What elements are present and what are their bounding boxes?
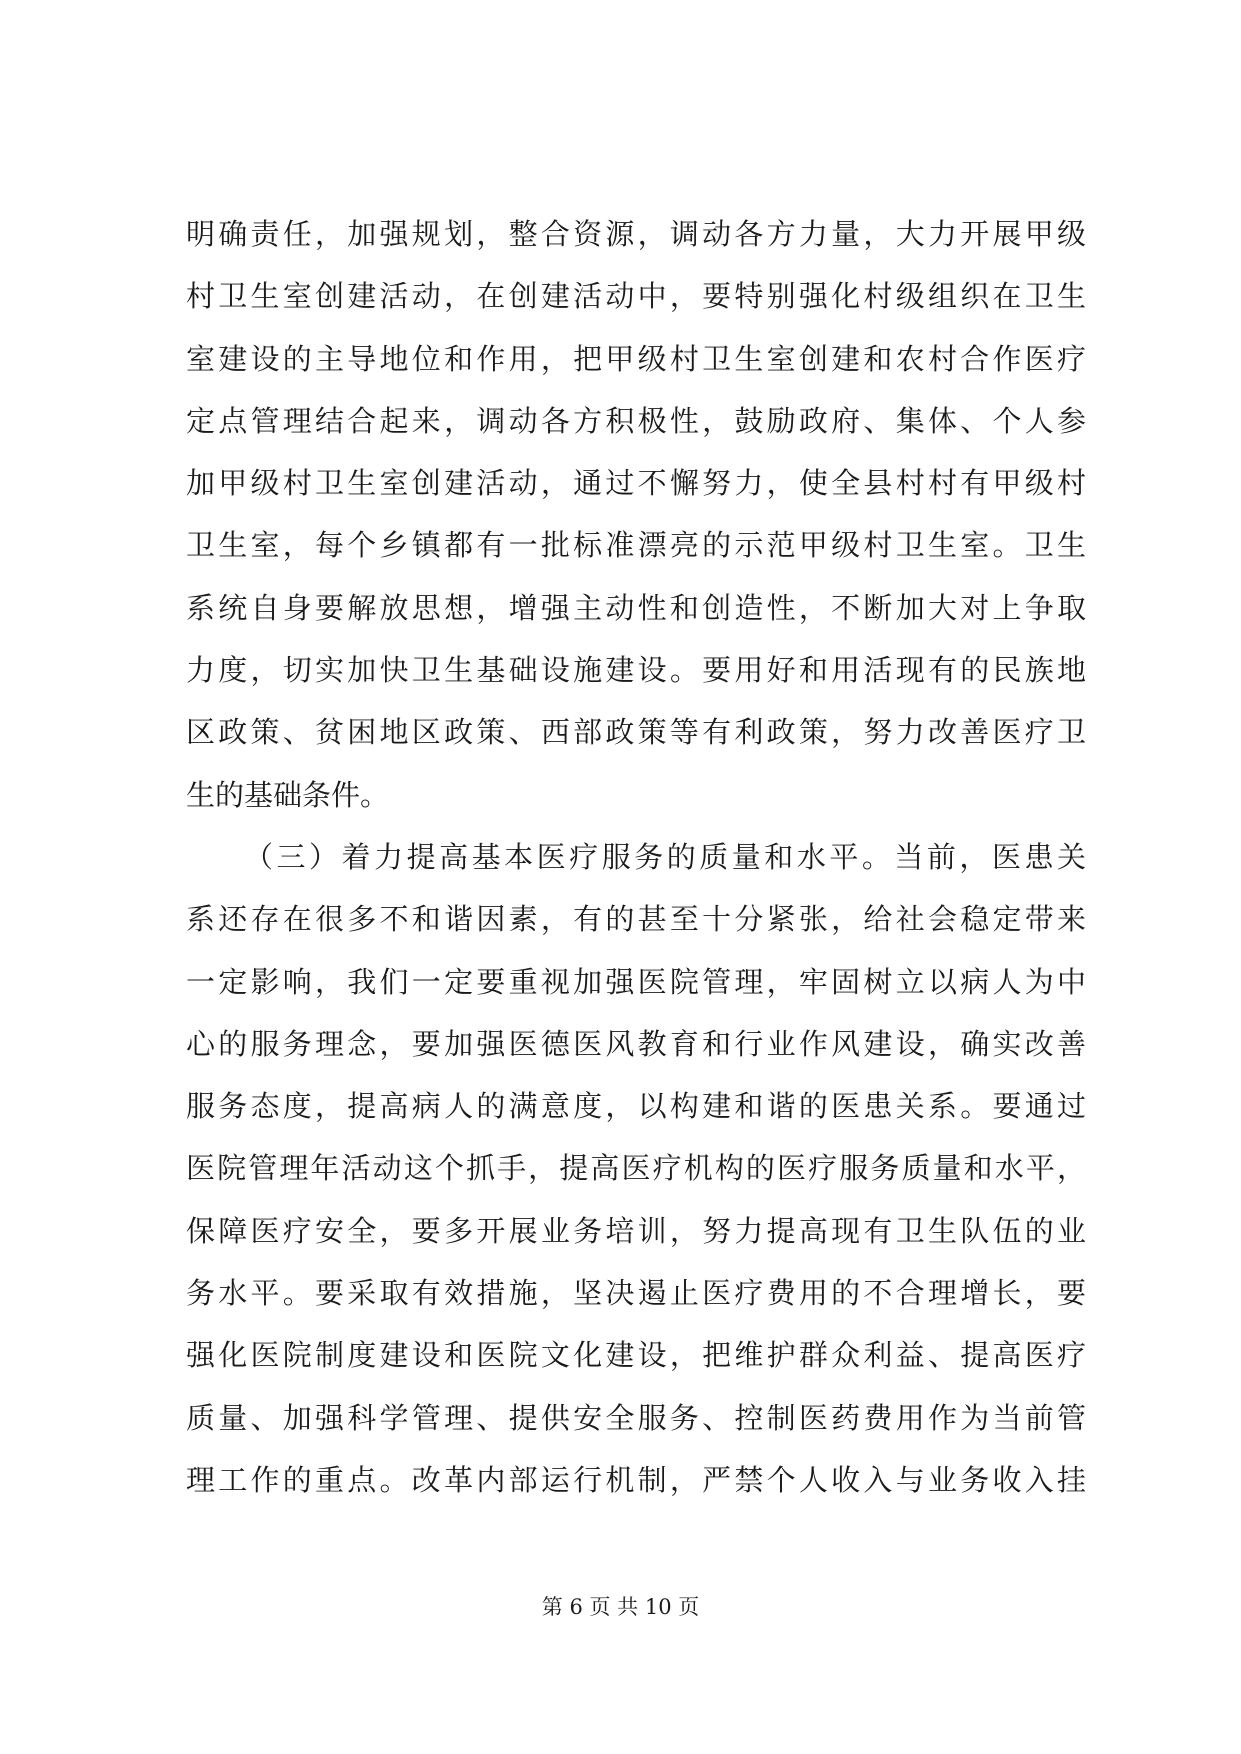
text-line: 心的服务理念，要加强医德医风教育和行业作风建设，确实改善 — [186, 1026, 1086, 1061]
text-line: 室建设的主导地位和作用，把甲级村卫生室创建和农村合作医疗 — [186, 341, 1086, 376]
text-line: 医院管理年活动这个抓手，提高医疗机构的医疗服务质量和水平， — [186, 1151, 1086, 1186]
text-line: 明确责任，加强规划，整合资源，调动各方力量，大力开展甲级 — [186, 217, 1086, 251]
text-line: 村卫生室创建活动，在创建活动中，要特别强化村级组织在卫生 — [186, 279, 1086, 314]
text-line: 保障医疗安全，要多开展业务培训，努力提高现有卫生队伍的业 — [186, 1213, 1086, 1248]
text-line: 理工作的重点。改革内部运行机制，严禁个人收入与业务收入挂 — [186, 1462, 1086, 1497]
text-line: 服务态度，提高病人的满意度，以构建和谐的医患关系。要通过 — [186, 1089, 1086, 1124]
text-line: 系还存在很多不和谐因素，有的甚至十分紧张，给社会稳定带来 — [186, 902, 1086, 937]
text-line: 区政策、贫困地区政策、西部政策等有利政策，努力改善医疗卫 — [186, 715, 1086, 750]
text-line: 质量、加强科学管理、提供安全服务、控制医药费用作为当前管 — [186, 1400, 1086, 1435]
text-line: 系统自身要解放思想，增强主动性和创造性，不断加大对上争取 — [186, 590, 1086, 625]
text-line: 卫生室，每个乡镇都有一批标准漂亮的示范甲级村卫生室。卫生 — [186, 528, 1086, 563]
text-line: 务水平。要采取有效措施，坚决遏止医疗费用的不合理增长，要 — [186, 1276, 1086, 1311]
paragraph — [186, 203, 1086, 826]
text-line: 加甲级村卫生室创建活动，通过不懈努力，使全县村村有甲级村 — [186, 466, 1086, 501]
page-number-label: 第 6 页 共 10 页 — [541, 1595, 700, 1619]
document-body — [186, 203, 1086, 1511]
text-line: 一定影响，我们一定要重视加强医院管理，牢固树立以病人为中 — [186, 964, 1086, 999]
text-line: 定点管理结合起来，调动各方积极性，鼓励政府、集体、个人参 — [186, 403, 1086, 438]
text-line: 力度，切实加快卫生基础设施建设。要用好和用活现有的民族地 — [186, 653, 1086, 688]
text-line: （三）着力提高基本医疗服务的质量和水平。当前，医患关 — [244, 839, 1086, 874]
page-footer — [0, 1592, 1241, 1622]
paragraph — [186, 826, 1086, 1511]
text-line: 生的基础条件。 — [186, 777, 390, 812]
text-line: 强化医院制度建设和医院文化建设，把维护群众利益、提高医疗 — [186, 1338, 1086, 1373]
